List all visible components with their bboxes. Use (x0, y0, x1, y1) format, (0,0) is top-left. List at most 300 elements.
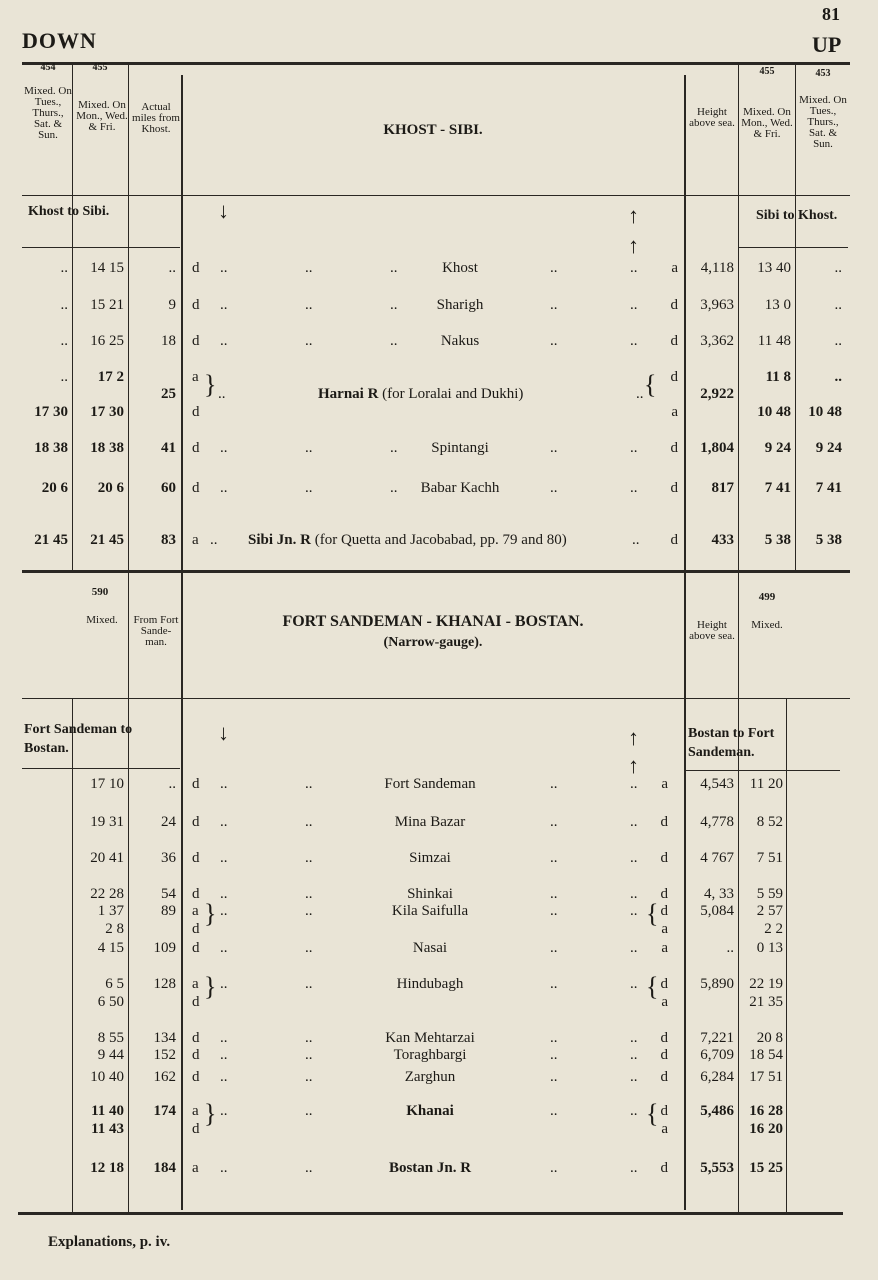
col-rule-2 (128, 62, 129, 1212)
top-rule (22, 62, 850, 65)
leader-0: .. (210, 532, 218, 548)
leader-4: .. (630, 260, 638, 276)
train-590-time: 11 40 (91, 1103, 124, 1119)
leader-2: .. (550, 1030, 558, 1046)
height-value: 433 (711, 532, 734, 548)
col-rule-6b (786, 698, 787, 1212)
brace-left: } (204, 899, 217, 928)
train-590-time-b: 2 8 (105, 921, 124, 937)
train-454-time: .. (60, 369, 68, 385)
leader-1: .. (632, 532, 640, 548)
train-455-up-time: 7 41 (764, 480, 791, 496)
train-454-num: 454 (40, 62, 56, 73)
miles-value: 9 (168, 297, 176, 313)
arr-dep-down: a (192, 1103, 199, 1119)
station-name: Babar Kachh (420, 480, 500, 496)
arr-dep-up: d (660, 850, 668, 866)
leader-3: .. (630, 1103, 638, 1119)
bottom-rule (18, 1212, 843, 1215)
leader-2: .. (550, 1047, 558, 1063)
leader-1: .. (305, 886, 313, 902)
train-453-desc: Mixed. On Tues., Thurs., Sat. & Sun. (799, 94, 847, 150)
height-value: 5,486 (700, 1103, 734, 1119)
height-value: 6,284 (700, 1069, 734, 1085)
down-label: DOWN (22, 28, 97, 53)
direction-down-2: Fort Sandeman to Bostan. (24, 722, 133, 756)
train-454-time: 21 45 (34, 532, 68, 548)
train-590-time: 1 37 (97, 903, 124, 919)
arr-dep-down: d (192, 1047, 200, 1063)
height-value: 4 767 (700, 850, 734, 866)
train-454-time: 18 38 (34, 440, 68, 456)
train-454-time: .. (60, 333, 68, 349)
arr-dep-down-b: d (192, 994, 200, 1010)
station-harnai (318, 386, 523, 402)
leader-0: .. (220, 297, 228, 313)
leader-1: .. (305, 776, 313, 792)
train-499-time: 2 57 (756, 903, 783, 919)
arr-dep-up: d (660, 903, 668, 919)
col-rule-1 (72, 62, 73, 572)
leader-3: .. (630, 903, 638, 919)
train-590-time: 10 40 (90, 1069, 124, 1085)
train-499-time-b: 2 2 (764, 921, 783, 937)
up-arrow-icon: ↑ (628, 203, 639, 228)
train-455-up-time: 9 24 (764, 440, 791, 456)
train-453-time: .. (834, 333, 842, 349)
leader-3: .. (630, 1047, 638, 1063)
height-value: 4,778 (700, 814, 734, 830)
train-455-num: 455 (92, 62, 108, 73)
train-455-time-b: 17 30 (90, 404, 124, 420)
leader-3: .. (630, 886, 638, 902)
leader-1: .. (305, 1047, 313, 1063)
arr-dep-up: d (660, 886, 668, 902)
train-590-time: 19 31 (90, 814, 124, 830)
train-590-desc: Mixed. (86, 614, 118, 626)
train-454-time-b: 17 30 (34, 404, 68, 420)
arr-dep-down: d (192, 850, 200, 866)
brace-left: } (204, 1099, 217, 1128)
up-label: UP (812, 32, 842, 57)
station-name: Sharigh (436, 297, 484, 313)
arr-dep-up: a (671, 260, 678, 276)
height-value: .. (726, 940, 734, 956)
train-499-time-b: 16 20 (749, 1121, 783, 1137)
arr-dep-down: a (192, 903, 199, 919)
leader-3: .. (550, 480, 558, 496)
leader-2: .. (550, 886, 558, 902)
leader-0: .. (220, 440, 228, 456)
miles-value: 41 (161, 440, 176, 456)
train-499-num: 499 (758, 591, 776, 603)
arr-dep-up-b: a (661, 1121, 668, 1137)
train-455-up-time: 13 0 (764, 297, 791, 313)
section-title-khost-sibi: KHOST - SIBI. (383, 122, 483, 138)
page-number: 81 (822, 4, 840, 24)
train-590-time: 4 15 (97, 940, 124, 956)
brace-right: { (646, 972, 659, 1001)
direction-up-2: Bostan to Fort Sandeman. (688, 726, 775, 760)
arr-dep-down: d (192, 480, 200, 496)
miles-value: 36 (161, 850, 176, 866)
arr-dep-up: d (660, 1030, 668, 1046)
train-454-desc: Mixed. On Tues., Thurs., Sat. & Sun. (24, 85, 72, 141)
train-454-time: .. (60, 260, 68, 276)
train-499-time: 16 28 (749, 1103, 783, 1119)
miles-value: 83 (161, 532, 176, 548)
arr-dep-down: d (192, 440, 200, 456)
header-rule-2 (22, 698, 850, 699)
leader-3: .. (550, 333, 558, 349)
col-rule-6 (795, 62, 796, 572)
train-590-time: 12 18 (90, 1160, 124, 1176)
train-499-time: 7 51 (756, 850, 783, 866)
arr-dep-up: d (660, 814, 668, 830)
arr-dep-down: d (192, 886, 200, 902)
leader-0: .. (220, 940, 228, 956)
leader-2: .. (550, 814, 558, 830)
station-sibi (248, 532, 567, 548)
train-455-up-time: 11 8 (765, 369, 791, 385)
leader-4: .. (630, 440, 638, 456)
leader-1: .. (305, 480, 313, 496)
miles-value: 152 (153, 1047, 176, 1063)
train-455-up-num: 455 (759, 66, 775, 77)
section-subtitle: (Narrow-gauge). (383, 635, 483, 650)
height-value: 3,963 (700, 297, 734, 313)
train-453-time: 5 38 (815, 532, 842, 548)
train-499-time: 15 25 (749, 1160, 783, 1176)
miles-value: 174 (153, 1103, 176, 1119)
miles-value: 128 (153, 976, 176, 992)
leader-1: .. (636, 386, 644, 402)
station-name: Toraghbargi (393, 1047, 467, 1063)
dir-rule-left (22, 247, 180, 248)
down-arrow-icon: ↓ (218, 198, 229, 223)
arr-dep-down: d (192, 1030, 200, 1046)
height-value: 2,922 (700, 386, 734, 402)
station-name: Sibi Jn. R (248, 532, 311, 548)
train-455-up-time: 13 40 (757, 260, 791, 276)
arr-dep-down-b: d (192, 1121, 200, 1137)
train-590-time: 20 41 (90, 850, 124, 866)
arr-dep-down: d (192, 297, 200, 313)
train-590-time-b: 6 50 (97, 994, 124, 1010)
station-name: Kila Saifulla (391, 903, 469, 919)
leader-1: .. (305, 260, 313, 276)
arr-dep-down: a (192, 976, 199, 992)
train-499-time: 11 20 (749, 776, 783, 792)
col-rule-4 (684, 75, 686, 1210)
station-note: (for Quetta and Jacobabad, pp. 79 and 80) (314, 532, 567, 548)
train-455-up-desc: Mixed. On Mon., Wed. & Fri. (741, 106, 793, 140)
arr-dep-up-b: a (661, 921, 668, 937)
miles-value: 24 (161, 814, 176, 830)
train-455-time: 20 6 (97, 480, 124, 496)
direction-up: Sibi to Khost. (756, 208, 838, 223)
leader-0: .. (220, 1047, 228, 1063)
arr-dep-down-b: d (192, 404, 200, 420)
leader-3: .. (630, 1069, 638, 1085)
train-454-time: 20 6 (41, 480, 68, 496)
miles-value: 60 (161, 480, 176, 496)
miles-header-2: From Fort Sande-man. (133, 614, 179, 648)
leader-1: .. (305, 440, 313, 456)
leader-2: .. (390, 333, 398, 349)
height-value: 1,804 (700, 440, 734, 456)
miles-value: 184 (153, 1160, 176, 1176)
station-name: Harnai R (318, 386, 379, 402)
leader-2: .. (550, 1069, 558, 1085)
leader-0: .. (220, 260, 228, 276)
leader-1: .. (305, 297, 313, 313)
leader-0: .. (220, 1030, 228, 1046)
arr-dep-down: d (192, 333, 200, 349)
leader-0: .. (220, 1160, 228, 1176)
footer-explanations: Explanations, p. iv. (48, 1234, 171, 1250)
arr-dep-down: a (192, 1160, 199, 1176)
height-value: 7,221 (700, 1030, 734, 1046)
arr-dep-down: d (192, 940, 200, 956)
train-455-up-time-b: 10 48 (757, 404, 791, 420)
leader-1: .. (305, 1069, 313, 1085)
station-name: Bostan Jn. R (388, 1160, 472, 1176)
leader-2: .. (390, 297, 398, 313)
arr-dep-up: d (660, 1069, 668, 1085)
station-name: Kan Mehtarzai (385, 1030, 475, 1046)
miles-value: 54 (161, 886, 176, 902)
arr-dep-up-b: a (671, 404, 678, 420)
height-value: 817 (711, 480, 734, 496)
train-455-time: 17 2 (97, 369, 124, 385)
arr-dep-up: d (670, 333, 678, 349)
train-499-time: 8 52 (756, 814, 783, 830)
arr-dep-up: a (661, 940, 668, 956)
leader-3: .. (550, 297, 558, 313)
col-rule-1b (72, 698, 73, 1212)
leader-3: .. (630, 976, 638, 992)
miles-value: .. (168, 260, 176, 276)
train-590-time: 6 5 (105, 976, 124, 992)
leader-0: .. (220, 480, 228, 496)
train-499-desc: Mixed. (751, 619, 783, 631)
leader-1: .. (305, 850, 313, 866)
arr-dep-up: d (660, 1047, 668, 1063)
leader-3: .. (630, 1160, 638, 1176)
station-name: Khost (442, 260, 478, 276)
leader-0: .. (220, 776, 228, 792)
train-453-time: .. (834, 297, 842, 313)
train-499-time: 18 54 (749, 1047, 783, 1063)
train-590-num: 590 (91, 586, 109, 598)
station-name: Zarghun (404, 1069, 456, 1085)
leader-3: .. (550, 260, 558, 276)
arr-dep-up: d (660, 976, 668, 992)
brace-right: { (644, 370, 657, 399)
arr-dep-up: d (660, 1160, 668, 1176)
train-454-time: .. (60, 297, 68, 313)
brace-right: { (646, 1099, 659, 1128)
arr-dep-down-b: d (192, 921, 200, 937)
arr-dep-down: a (192, 369, 199, 385)
station-name: Shinkai (407, 886, 453, 902)
leader-3: .. (630, 814, 638, 830)
arr-dep-up: d (660, 1103, 668, 1119)
leader-1: .. (305, 333, 313, 349)
arr-dep-down: d (192, 1069, 200, 1085)
arr-dep-up-b: a (661, 994, 668, 1010)
leader-2: .. (390, 480, 398, 496)
dir-rule-right (738, 247, 848, 248)
leader-2: .. (390, 440, 398, 456)
station-name: Fort Sandeman (384, 776, 476, 792)
miles-value: 162 (153, 1069, 176, 1085)
leader-3: .. (630, 850, 638, 866)
leader-1: .. (305, 976, 313, 992)
leader-2: .. (550, 776, 558, 792)
leader-1: .. (305, 1160, 313, 1176)
leader-0: .. (218, 386, 226, 402)
down-arrow-icon-2: ↓ (218, 720, 229, 745)
train-453-time-b: 10 48 (808, 404, 842, 420)
miles-value: 18 (161, 333, 176, 349)
leader-2: .. (390, 260, 398, 276)
train-590-time: 22 28 (90, 886, 124, 902)
height-value: 4,118 (700, 260, 734, 276)
header-rule (22, 195, 850, 196)
arr-dep-up: d (670, 440, 678, 456)
station-note: (for Loralai and Dukhi) (382, 386, 524, 402)
height-value: 5,084 (700, 903, 734, 919)
train-453-time: 9 24 (815, 440, 842, 456)
leader-2: .. (550, 903, 558, 919)
miles-value: 89 (161, 903, 176, 919)
leader-0: .. (220, 886, 228, 902)
station-name: Mina Bazar (394, 814, 466, 830)
leader-0: .. (220, 1103, 228, 1119)
height-header: Height above sea. (689, 106, 735, 129)
height-value: 4, 33 (704, 886, 734, 902)
station-name: Nakus (440, 333, 480, 349)
train-453-time: .. (834, 369, 842, 385)
up-arrow-icon-3: ↑ (628, 725, 639, 750)
leader-2: .. (550, 1103, 558, 1119)
leader-2: .. (550, 976, 558, 992)
height-value: 5,890 (700, 976, 734, 992)
miles-header: Actual miles from Khost. (132, 101, 180, 135)
train-455-up-time: 11 48 (757, 333, 791, 349)
train-455-up-time: 5 38 (764, 532, 791, 548)
brace-left: } (204, 370, 217, 399)
station-name: Hindubagh (396, 976, 464, 992)
direction-down: Khost to Sibi. (28, 204, 110, 219)
height-value: 3,362 (700, 333, 734, 349)
arr-dep-down: d (192, 776, 200, 792)
leader-3: .. (630, 776, 638, 792)
train-455-desc: Mixed. On Mon., Wed. & Fri. (76, 99, 128, 133)
arr-dep-up: a (661, 776, 668, 792)
train-453-time: 7 41 (815, 480, 842, 496)
train-455-time: 18 38 (90, 440, 124, 456)
station-name: Simzai (409, 850, 451, 866)
arr-dep-up: d (670, 532, 678, 548)
height-value: 4,543 (700, 776, 734, 792)
miles-value: 25 (161, 386, 176, 402)
dir-rule-right-2 (685, 770, 840, 771)
train-590-time: 8 55 (97, 1030, 124, 1046)
leader-4: .. (630, 297, 638, 313)
train-590-time-b: 11 43 (91, 1121, 124, 1137)
train-455-time: 15 21 (90, 297, 124, 313)
height-value: 5,553 (700, 1160, 734, 1176)
dir-rule-left-2 (22, 768, 180, 769)
arr-dep-down: d (192, 814, 200, 830)
leader-0: .. (220, 1069, 228, 1085)
train-499-time: 20 8 (756, 1030, 783, 1046)
up-arrow-icon-2: ↑ (628, 233, 639, 258)
arr-dep-up: d (670, 369, 678, 385)
train-453-time: .. (834, 260, 842, 276)
section-rule (22, 570, 850, 573)
train-455-time: 16 25 (90, 333, 124, 349)
brace-right: { (646, 899, 659, 928)
leader-1: .. (305, 1103, 313, 1119)
leader-3: .. (550, 440, 558, 456)
arr-dep-up: d (670, 480, 678, 496)
leader-4: .. (630, 333, 638, 349)
train-455-time: 14 15 (90, 260, 124, 276)
arr-dep-down: d (192, 260, 200, 276)
section-title-fort-sandeman: FORT SANDEMAN - KHANAI - BOSTAN. (282, 613, 584, 630)
leader-3: .. (630, 1030, 638, 1046)
miles-value: 134 (153, 1030, 176, 1046)
leader-2: .. (550, 940, 558, 956)
station-name: Nasai (412, 940, 448, 956)
leader-0: .. (220, 814, 228, 830)
arr-dep-up: d (670, 297, 678, 313)
leader-1: .. (305, 903, 313, 919)
train-590-time: 9 44 (97, 1047, 124, 1063)
leader-2: .. (550, 1160, 558, 1176)
station-name: Khanai (406, 1103, 454, 1119)
leader-1: .. (305, 814, 313, 830)
miles-value: .. (168, 776, 176, 792)
leader-0: .. (220, 333, 228, 349)
leader-0: .. (220, 976, 228, 992)
train-499-time: 17 51 (749, 1069, 783, 1085)
leader-0: .. (220, 903, 228, 919)
leader-4: .. (630, 480, 638, 496)
col-rule-5 (738, 62, 739, 1212)
train-453-num: 453 (815, 68, 831, 79)
leader-1: .. (305, 940, 313, 956)
miles-value: 109 (153, 940, 176, 956)
leader-3: .. (630, 940, 638, 956)
station-name: Spintangi (431, 440, 489, 456)
train-455-time: 21 45 (90, 532, 124, 548)
arr-dep-down: a (192, 532, 199, 548)
train-499-time: 22 19 (749, 976, 783, 992)
height-value: 6,709 (700, 1047, 734, 1063)
leader-2: .. (550, 850, 558, 866)
train-499-time-b: 21 35 (749, 994, 783, 1010)
train-499-time: 0 13 (756, 940, 783, 956)
train-590-time: 17 10 (90, 776, 124, 792)
height-header-2: Height above sea. (689, 619, 735, 642)
train-499-time: 5 59 (756, 886, 783, 902)
up-arrow-icon-4: ↑ (628, 753, 639, 778)
